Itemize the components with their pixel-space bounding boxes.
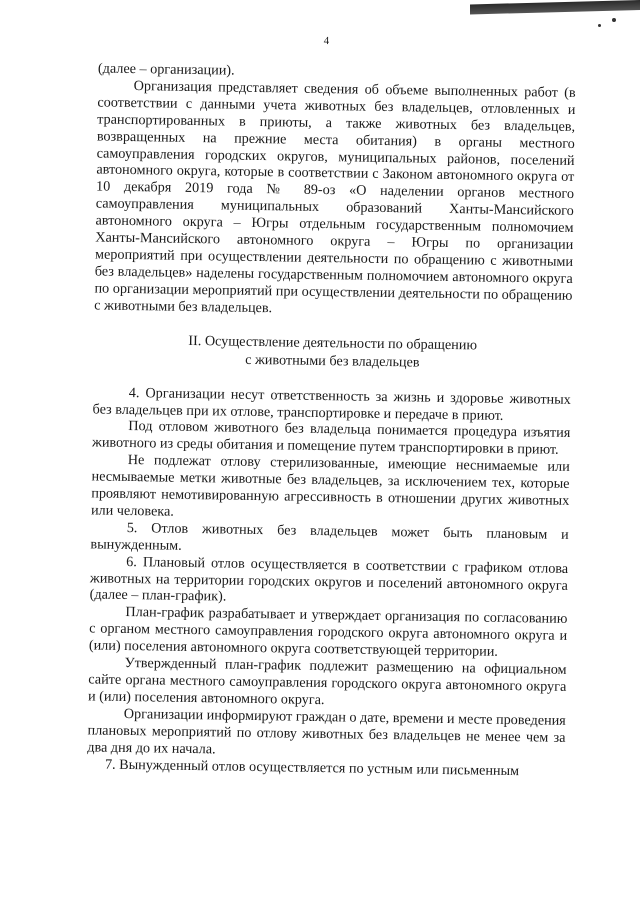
section-heading-line-1: II. Осуществление деятельности по обращению bbox=[188, 332, 478, 354]
clause-4-capture-definition: Под отловом животного без владельца понимается процедура изъятия животного из среды обитания и помещение путем транспортировки в приют. bbox=[91, 418, 571, 459]
clause-6-notification: Организации информируют граждан о дате, времени и месте проведения плановых мероприятий по отлову животных без владельцев не менее чем за два дня до их начала. bbox=[87, 705, 566, 758]
section-heading bbox=[93, 330, 572, 374]
paragraph-reporting: Организация представляет сведения об объеме выполненных работ (в соответствии с данными учета животных без владельцев, отловленных и транспортированных в приюты, а также животных без владельцев, возвращенных на прежние места обитания) в органы местного самоуправления городских округов, муниципальных районов, поселений автономного округа, которые в соответствии с Законом автономного округа от 10 декабря 2019 года № 89-оз «О наделении органов местного самоуправления муниципальных образований Ханты-Мансийского автономного округа – Югры отдельным государственным полномочием Ханты-Мансийского автономного округа – Югры по организации мероприятий при осуществлении деятельности по обращению с животными без владельцев» наделены государственным полномочием автономного округа по организации мероприятий при осуществлении деятельности по обращению с животными без владельцев. bbox=[94, 77, 576, 316]
clause-4-exemptions: Не подлежат отлову стерилизованные, имеющие неснимаемые или несмываемые метки животные без владельцев, за исключением тех, которые проявляют немотивированную агрессивность в отношении других животных или человека. bbox=[90, 452, 570, 520]
page-number: 4 bbox=[323, 35, 330, 48]
document-body bbox=[87, 60, 576, 780]
clause-6-plan-development: План-график разрабатывает и утверждает организация по согласованию с органом местного самоуправления городского округа автономного округа и (или) поселения автономного округа соответствующей территории. bbox=[88, 604, 568, 661]
section-heading-line-2: с животными без владельцев bbox=[245, 351, 420, 371]
clause-4: 4. Организации несут ответственность за жизнь и здоровье животных без владельцев при их отлове, транспортировке и передаче в приют. bbox=[92, 384, 571, 424]
clause-7: 7. Вынужденный отлов осуществляется по устным или письменным bbox=[104, 756, 520, 779]
clause-5: 5. Отлов животных без владельцев может быть плановым и вынужденным. bbox=[90, 519, 569, 554]
clause-6-plan-publication: Утвержденный план-график подлежит размещению на официальном сайте органа местного самоуправления городского округа автономного округа и (или) поселения автономного округа. bbox=[87, 655, 567, 709]
paragraph-continuation: (далее – организации). bbox=[97, 60, 235, 79]
clause-6: 6. Плановый отлов осуществляется в соответствии с графиком отлова животных на территории городских округов и поселений автономного округа (далее – план-график). bbox=[89, 553, 569, 606]
